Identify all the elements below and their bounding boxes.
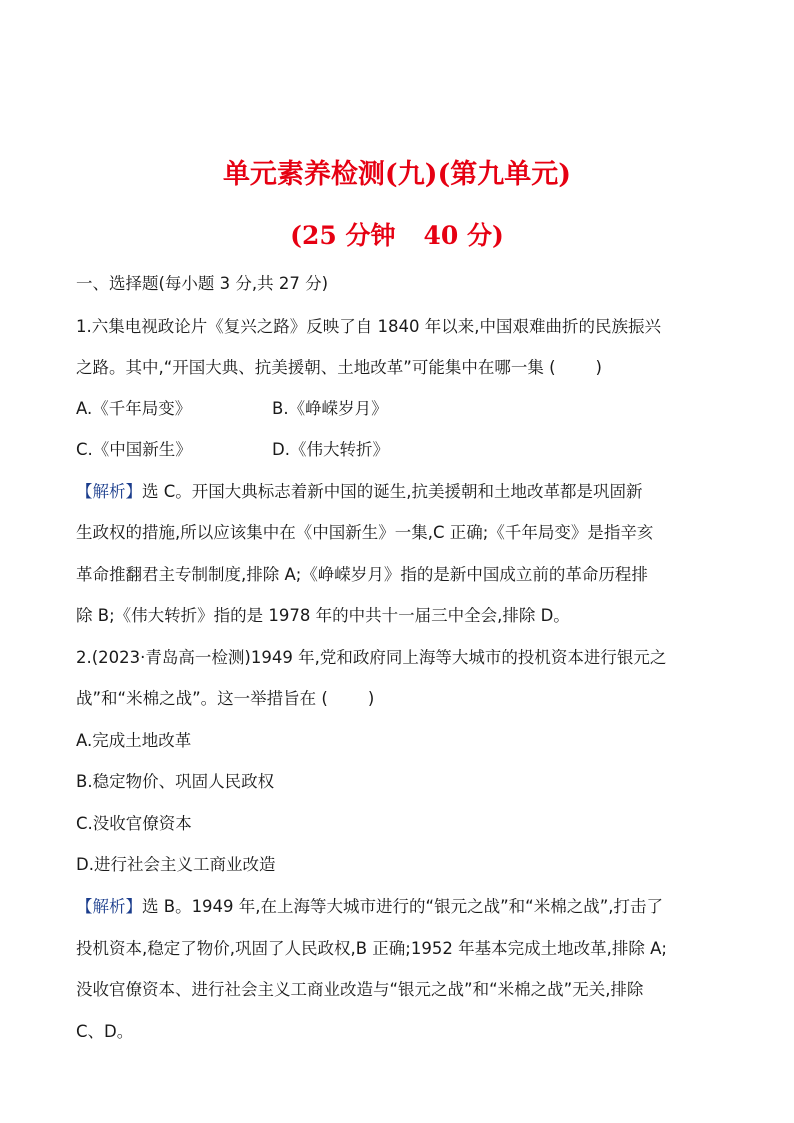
question-1-option-c: C.《中国新生》 <box>76 440 192 459</box>
question-1-analysis-line-3: 革命推翻君主专制制度,排除 A;《峥嵘岁月》指的是新中国成立前的革命历程排 <box>76 565 648 584</box>
time-score-line <box>0 216 794 252</box>
question-2-analysis-line-2: 投机资本,稳定了物价,巩固了人民政权,B 正确;1952 年基本完成土地改革,排除 A; <box>76 939 667 958</box>
question-1-analysis-line-1: 【解析】选 C。开国大典标志着新中国的诞生,抗美援朝和土地改革都是巩固新 <box>76 482 643 501</box>
question-1-line-1: 1.六集电视政论片《复兴之路》反映了自 1840 年以来,中国艰难曲折的民族振兴 <box>76 317 661 336</box>
question-2-option-d: D.进行社会主义工商业改造 <box>76 855 276 874</box>
question-1-option-d: D.《伟大转折》 <box>272 440 389 459</box>
question-1-option-a: A.《千年局变》 <box>76 399 192 418</box>
time-limit: (25 分钟 <box>290 221 396 250</box>
analysis-tag: 【解析】 <box>76 897 142 916</box>
question-2-analysis-line-1: 【解析】选 B。1949 年,在上海等大城市进行的“银元之战”和“米棉之战”,打击了 <box>76 897 663 916</box>
question-1-analysis-line-2: 生政权的措施,所以应该集中在《中国新生》一集,C 正确;《千年局变》是指辛亥 <box>76 523 654 542</box>
question-2-line-1: 2.(2023·青岛高一检测)1949 年,党和政府同上海等大城市的投机资本进行银元之 <box>76 648 667 667</box>
question-1-option-b: B.《峥嵘岁月》 <box>272 399 388 418</box>
question-2-line-2: 战”和“米棉之战”。这一举措旨在 ( ) <box>76 689 375 708</box>
page-title: 单元素养检测(九)(第九单元) <box>222 159 572 190</box>
question-2-option-c: C.没收官僚资本 <box>76 814 192 833</box>
question-2-analysis-line-3: 没收官僚资本、进行社会主义工商业改造与“银元之战”和“米棉之战”无关,排除 <box>76 980 644 999</box>
section-heading: 一、选择题(每小题 3 分,共 27 分) <box>76 274 329 293</box>
question-2-option-a: A.完成土地改革 <box>76 731 192 750</box>
analysis-tag: 【解析】 <box>76 482 142 501</box>
question-2-option-b: B.稳定物价、巩固人民政权 <box>76 772 275 791</box>
total-score: 40 分) <box>423 221 504 250</box>
question-1-line-2: 之路。其中,“开国大典、抗美援朝、土地改革”可能集中在哪一集 ( ) <box>76 358 602 377</box>
question-2-analysis-line-4: C、D。 <box>76 1022 134 1041</box>
question-1-analysis-line-4: 除 B;《伟大转折》指的是 1978 年的中共十一届三中全会,排除 D。 <box>76 606 570 625</box>
